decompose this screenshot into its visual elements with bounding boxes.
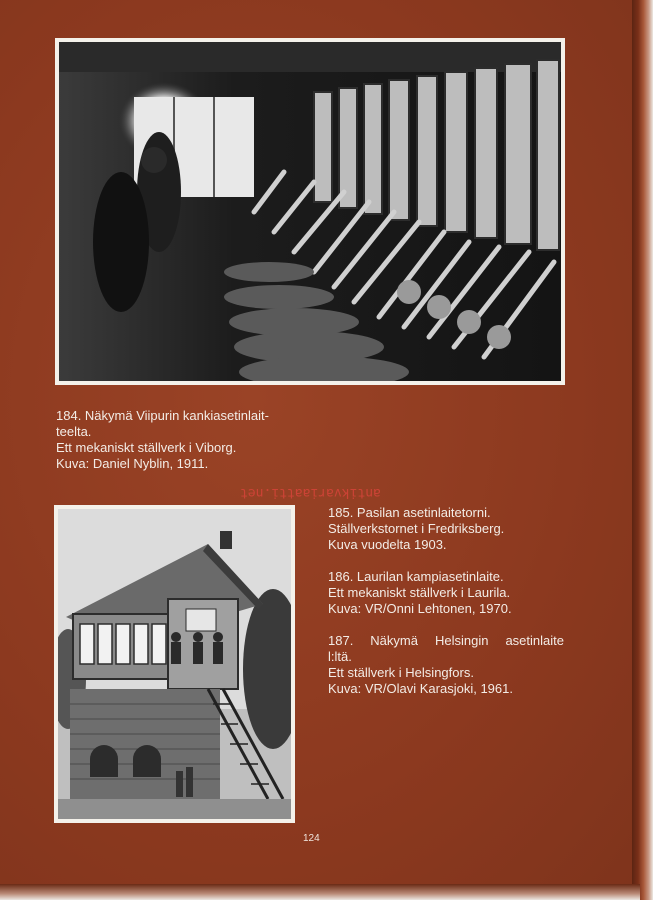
caption-184-line4: Kuva: Daniel Nyblin, 1911.	[56, 456, 209, 471]
caption-186-line2: Ett mekaniskt ställverk i Laurila.	[328, 585, 511, 600]
page-edge	[632, 0, 653, 900]
caption-186	[328, 569, 568, 617]
caption-187-word: asetinlaite	[505, 633, 564, 648]
caption-186-line1: 186. Laurilan kampiasetinlaite.	[328, 569, 504, 584]
caption-187-line1	[328, 633, 564, 649]
caption-184	[56, 408, 286, 472]
caption-187-word: 187.	[328, 633, 354, 648]
caption-187-word: Näkymä	[370, 633, 418, 648]
captions-right-column	[328, 505, 568, 713]
caption-184-line2: teelta.	[56, 424, 92, 439]
caption-187-word: Helsingin	[434, 633, 489, 648]
watermark: antikvariaatti.net	[240, 485, 381, 500]
page-bottom-edge	[0, 884, 640, 900]
caption-187-line4: Kuva: VR/Olavi Karasjoki, 1961.	[328, 681, 513, 696]
caption-185-line1: 185. Pasilan asetinlaitetorni.	[328, 505, 491, 520]
page-number: 124	[303, 833, 320, 844]
caption-185-line3: Kuva vuodelta 1903.	[328, 537, 447, 552]
caption-184-line3: Ett mekaniskt ställverk i Viborg.	[56, 440, 237, 455]
caption-186-line3: Kuva: VR/Onni Lehtonen, 1970.	[328, 601, 512, 616]
caption-185	[328, 505, 568, 553]
photo-lever-frame-interior	[55, 38, 565, 385]
caption-187-line3: Ett ställverk i Helsingfors.	[328, 665, 474, 680]
caption-184-line1: 184. Näkymä Viipurin kankiasetinlait-	[56, 408, 269, 423]
signal-tower-image	[58, 509, 291, 819]
caption-187	[328, 633, 568, 697]
caption-187-line2: l:ltä.	[328, 649, 352, 664]
photo-signal-tower	[54, 505, 295, 823]
lever-frame-image	[59, 42, 561, 381]
caption-185-line2: Ställverkstornet i Fredriksberg.	[328, 521, 505, 536]
